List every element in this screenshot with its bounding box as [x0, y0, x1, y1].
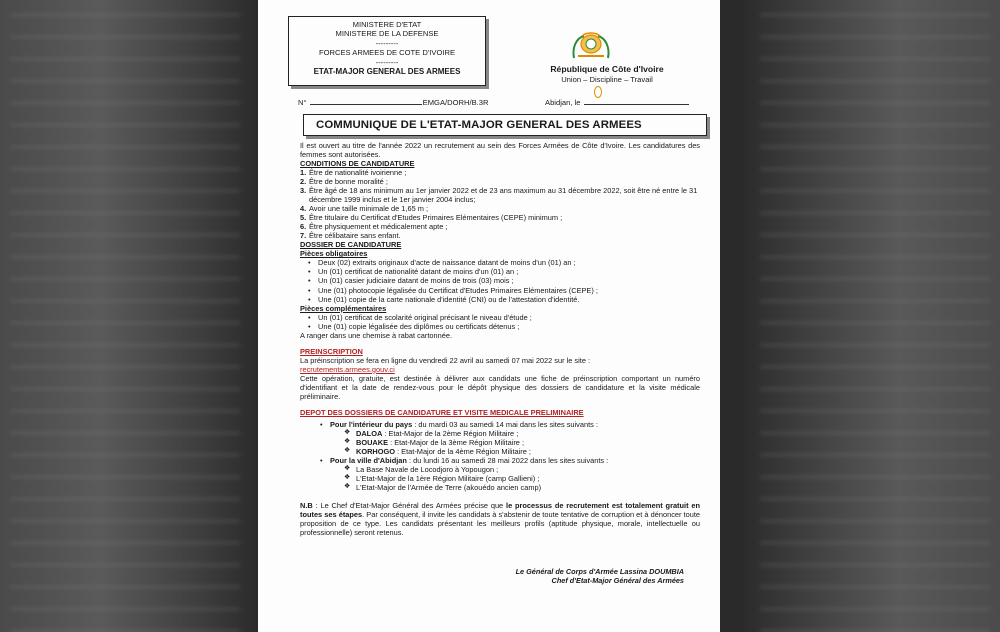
- place-date-line: [545, 98, 689, 107]
- reference-line: [298, 98, 488, 107]
- republic-title: République de Côte d'Ivoire: [550, 64, 664, 74]
- list-item: • Une (01) copie légalisée des diplômes ou certificats détenus ;: [300, 322, 700, 331]
- condition-text: Être célibataire sans enfant.: [309, 231, 401, 241]
- date-blank: [584, 104, 689, 105]
- site-item: [300, 447, 700, 456]
- condition-text: Avoir une taille minimale de 1,65 m ;: [309, 204, 428, 214]
- place-label: Abidjan, le: [545, 98, 581, 107]
- condition-item: [300, 231, 700, 240]
- dossier-heading: DOSSIER DE CANDIDATURE: [300, 240, 402, 250]
- diamond-bullet-icon: ❖: [344, 437, 351, 445]
- abidjan-text: : du lundi 16 au samedi 28 mai 2022 dans les sites suivants :: [406, 456, 609, 466]
- condition-number: 4.: [300, 204, 307, 214]
- nb-paragraph: [300, 501, 700, 537]
- condition-number: 6.: [300, 222, 307, 232]
- site-text: La Base Navale de Locodjoro à Yopougon ;: [356, 465, 499, 475]
- list-item: • Un (01) casier judiciaire datant de moins de trois (03) mois ;: [300, 276, 700, 285]
- ministry-line: ---------: [375, 38, 399, 48]
- preinscription-heading: PREINSCRIPTION: [300, 346, 363, 356]
- condition-item: [300, 213, 700, 222]
- blurred-background-right: [760, 0, 990, 632]
- list-item: • Une (01) copie de la carte nationale d'identité (CNI) ou de l'attestation d'identité.: [300, 295, 700, 304]
- abidjan-label: Pour la ville d'Abidjan: [330, 456, 407, 466]
- ministry-line: ---------: [375, 57, 399, 67]
- list-item: • Un (01) certificat de scolarité original précisant le niveau d'étude ;: [300, 313, 700, 322]
- list-item: • Deux (02) extraits originaux d'acte de naissance datant de moins d'un (01) an ;: [300, 258, 700, 267]
- motto-ornament-icon: [594, 86, 602, 98]
- condition-text: Être physiquement et médicalement apte ;: [309, 222, 448, 232]
- ministry-line: MINISTERE D'ETAT: [352, 20, 422, 29]
- diamond-bullet-icon: ❖: [344, 483, 351, 491]
- condition-item: [300, 204, 700, 213]
- condition-text: Être âgé de 18 ans minimum au 1er janvier 2022 et de 23 ans maximum au 31 décembre 2022, soit être né entre le 31 décembre 1999 inclus et le 1er janvier 2004 inclus;: [309, 186, 698, 205]
- site-text: : Etat-Major de la 4ème Région Militaire ;: [395, 447, 531, 456]
- signature-name: Le Général de Corps d'Armée Lassina DOUMBIA: [515, 567, 684, 576]
- site-text: L'Etat-Major de l'Armée de Terre (akouédo ancien camp): [356, 483, 542, 493]
- interieur-label: Pour l'intérieur du pays: [330, 419, 413, 429]
- complementaires-list: [300, 313, 700, 331]
- interieur-text: : du mardi 03 au samedi 14 mai dans les sites suivants :: [412, 419, 598, 429]
- site-item: [300, 474, 700, 483]
- nb-text: . Par conséquent, il invite les candidats à s'abstenir de toute tentative de corruption et à dénoncer toute proposition de ce type. Les candidats présentant les meilleurs profils (aptitude physique, morale, intellectuelle ou professionnelle) seront retenus.: [300, 510, 700, 538]
- signature-title: Chef d'Etat-Major Général des Armées: [551, 576, 684, 586]
- condition-text: Être de bonne moralité ;: [309, 177, 388, 187]
- nb-label: N.B: [300, 501, 313, 511]
- complementaires-heading: Pièces complémentaires: [300, 303, 387, 313]
- dossier-footer: A ranger dans une chemise à rabat cartonnée.: [300, 330, 453, 340]
- condition-item: [300, 177, 700, 186]
- nb-bold-text: le processus de recrutement est totalement gratuit en toutes ses étapes: [300, 501, 701, 520]
- preinscription-line: La préinscription se fera en ligne du vendredi 22 avril au samedi 07 mai 2022 sur le site :: [300, 355, 591, 365]
- communique-title: COMMUNIQUE DE L'ETAT-MAJOR GENERAL DES ARMEES: [303, 114, 707, 136]
- ref-blank: [310, 104, 422, 105]
- document-body: [300, 141, 700, 537]
- coat-of-arms-icon: [570, 30, 612, 62]
- condition-number: 2.: [300, 177, 307, 187]
- depot-heading: DEPOT DES DOSSIERS DE CANDIDATURE ET VISITE MEDICALE PRELIMINAIRE: [300, 407, 584, 417]
- site-text: : Etat-Major de la 3ème Région Militaire ;: [388, 437, 524, 447]
- condition-item: [300, 168, 700, 177]
- list-item: • Un (01) certificat de nationalité datant de moins d'un (01) an ;: [300, 267, 700, 276]
- ref-suffix: EMGA/DORH/B.3R: [422, 98, 489, 107]
- diamond-bullet-icon: ❖: [344, 465, 351, 473]
- site-item: [300, 429, 700, 438]
- preinscription-text: Cette opération, gratuite, est destinée à délivrer aux candidats une fiche de préinscription comportant un numéro d'identifiant et la date de rendez-vous pour le dépôt physique des dossiers de candidature et la visite médicale préliminaire.: [300, 373, 700, 401]
- diamond-bullet-icon: ❖: [344, 474, 351, 482]
- list-item: • Une (01) photocopie légalisée du Certificat d'Etudes Primaires Elémentaires (CEPE) ;: [300, 286, 700, 295]
- condition-item: [300, 186, 700, 204]
- republic-header: [532, 64, 682, 85]
- site-text: : Etat-Major de la 2ème Région Militaire ;: [382, 428, 519, 438]
- nb-text: : Le Chef d'Etat-Major Général des Armées précise que: [312, 501, 507, 511]
- condition-number: 7.: [300, 231, 307, 241]
- ministry-line: MINISTERE DE LA DEFENSE: [335, 29, 439, 39]
- abidjan-line: • Pour la ville d'Abidjan : du lundi 16 au samedi 28 mai 2022 dans les sites suivants :: [320, 456, 609, 466]
- condition-number: 5.: [300, 213, 307, 223]
- site-item: [300, 483, 700, 492]
- condition-number: 3.: [300, 186, 307, 196]
- document-page: [258, 0, 720, 632]
- condition-item: [300, 222, 700, 231]
- recruitment-site-link[interactable]: recrutements.armees.gouv.ci: [300, 364, 395, 374]
- republic-motto: Union – Discipline – Travail: [561, 75, 653, 85]
- obligatoires-heading: Pièces obligatoires: [300, 249, 368, 259]
- diamond-bullet-icon: ❖: [344, 447, 351, 454]
- condition-number: 1.: [300, 168, 307, 178]
- interieur-line: • Pour l'intérieur du pays : du mardi 03 au samedi 14 mai dans les sites suivants :: [320, 419, 598, 429]
- site-city: DALOA: [356, 428, 383, 438]
- site-item: [300, 438, 700, 447]
- ministry-line-emga: ETAT-MAJOR GENERAL DES ARMEES: [313, 67, 461, 77]
- ministry-box: [288, 16, 486, 86]
- site-city: KORHOGO: [356, 447, 396, 456]
- blurred-background-left: [10, 0, 240, 632]
- intro-paragraph: Il est ouvert au titre de l'année 2022 un recrutement au sein des Forces Armées de Côte d'Ivoire. Les candidatures des femmes sont autorisées.: [300, 141, 700, 160]
- conditions-heading: CONDITIONS DE CANDIDATURE: [300, 159, 415, 169]
- condition-text: Être de nationalité ivoirienne ;: [309, 168, 407, 178]
- condition-text: Être titulaire du Certificat d'Etudes Primaires Elémentaires (CEPE) minimum ;: [309, 213, 563, 223]
- diamond-bullet-icon: ❖: [344, 428, 351, 436]
- obligatoires-list: [300, 258, 700, 303]
- site-text: L'Etat-Major de la 1ère Région Militaire (camp Gallieni) ;: [356, 474, 540, 484]
- ref-prefix: N°: [298, 98, 307, 107]
- ministry-line: FORCES ARMEES DE COTE D'IVOIRE: [318, 48, 456, 58]
- signature-block: [498, 567, 684, 586]
- site-city: BOUAKE: [356, 437, 389, 447]
- site-item: [300, 465, 700, 474]
